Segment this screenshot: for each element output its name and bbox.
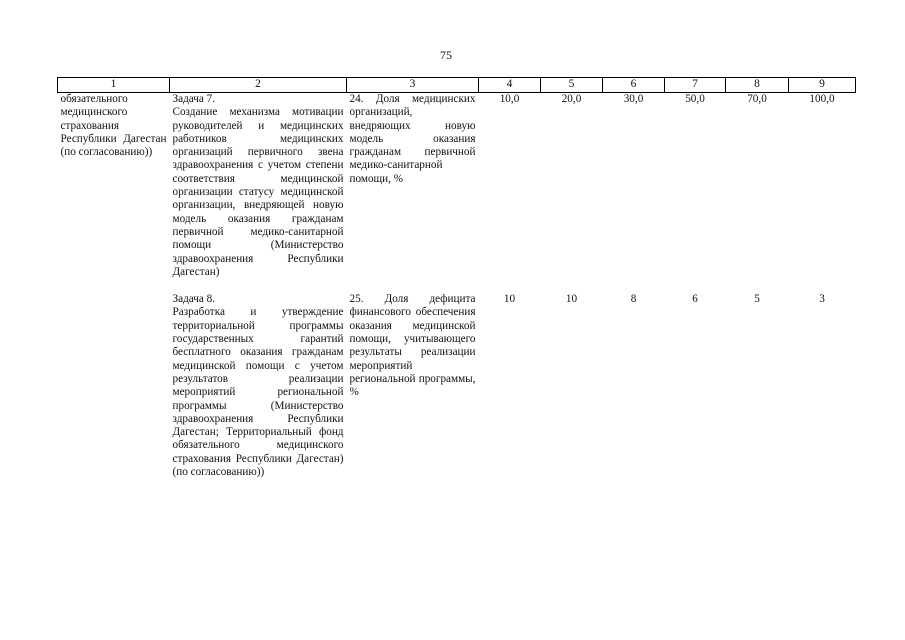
column-header: 9 [789, 78, 856, 93]
task-cell [170, 293, 347, 479]
task-title: Задача 8. [172, 293, 216, 306]
page-number: 75 [440, 48, 452, 62]
responsible-cell [58, 293, 170, 479]
value-cell: 10 [565, 293, 578, 306]
column-header: 8 [726, 78, 789, 93]
task-text: Разработка и утверждение территориальной программы государственных гарантий бесплатного оказания гражданам медицинской помощи с учетом результатов реализации мероприятий региональной программы (Министерство здравоохранения Республики Дагестан; Территориальный фонд обязательного медицинского страхования Республики Дагестан) (по согласованию)) [172, 306, 344, 479]
column-header: 7 [665, 78, 726, 93]
responsible-cell: обязательного медицинского страхования Республики Дагестан (по согласованию)) [60, 93, 167, 159]
indicator-cell: 24. Доля медицинских организаций, внедряющих новую модель оказания гражданам первичной медико-санитарной помощи, % [349, 93, 476, 185]
column-header: 5 [541, 78, 603, 93]
indicator-table [57, 77, 856, 479]
column-header: 1 [58, 78, 170, 93]
column-header: 6 [603, 78, 665, 93]
value-cell: 50,0 [685, 93, 705, 105]
column-header: 4 [479, 78, 541, 93]
column-header: 3 [347, 78, 479, 93]
value-cell: 8 [630, 293, 637, 306]
value-cell: 30,0 [623, 93, 644, 105]
value-cell: 100,0 [809, 93, 835, 105]
indicator-cell: 25. Доля дефицита финансового обеспечения оказания медицинской помощи, учитывающего результаты реализации мероприятий региональной программы, % [349, 293, 476, 399]
table-row [58, 293, 856, 479]
row-spacer [58, 279, 856, 293]
task-title: Задача 7. [172, 93, 216, 105]
header-row [58, 78, 856, 93]
value-cell: 70,0 [747, 93, 767, 105]
value-cell: 20,0 [561, 93, 582, 105]
value-cell: 3 [819, 293, 825, 306]
value-cell: 10,0 [499, 93, 520, 105]
value-cell: 5 [754, 293, 760, 306]
table-row [58, 93, 856, 280]
column-header: 2 [170, 78, 347, 93]
value-cell: 10 [503, 293, 516, 306]
task-cell [170, 93, 347, 280]
task-text: Создание механизма мотивации руководителей и медицинских работников медицинских организаций первичного звена здравоохранения с учетом степени соответствия медицинской организации статусу медицинской организации, внедряющей новую модель оказания гражданам первичной медико-санитарной помощи (Министерство здравоохранения Республики Дагестан) [172, 106, 344, 278]
value-cell: 6 [692, 293, 698, 306]
